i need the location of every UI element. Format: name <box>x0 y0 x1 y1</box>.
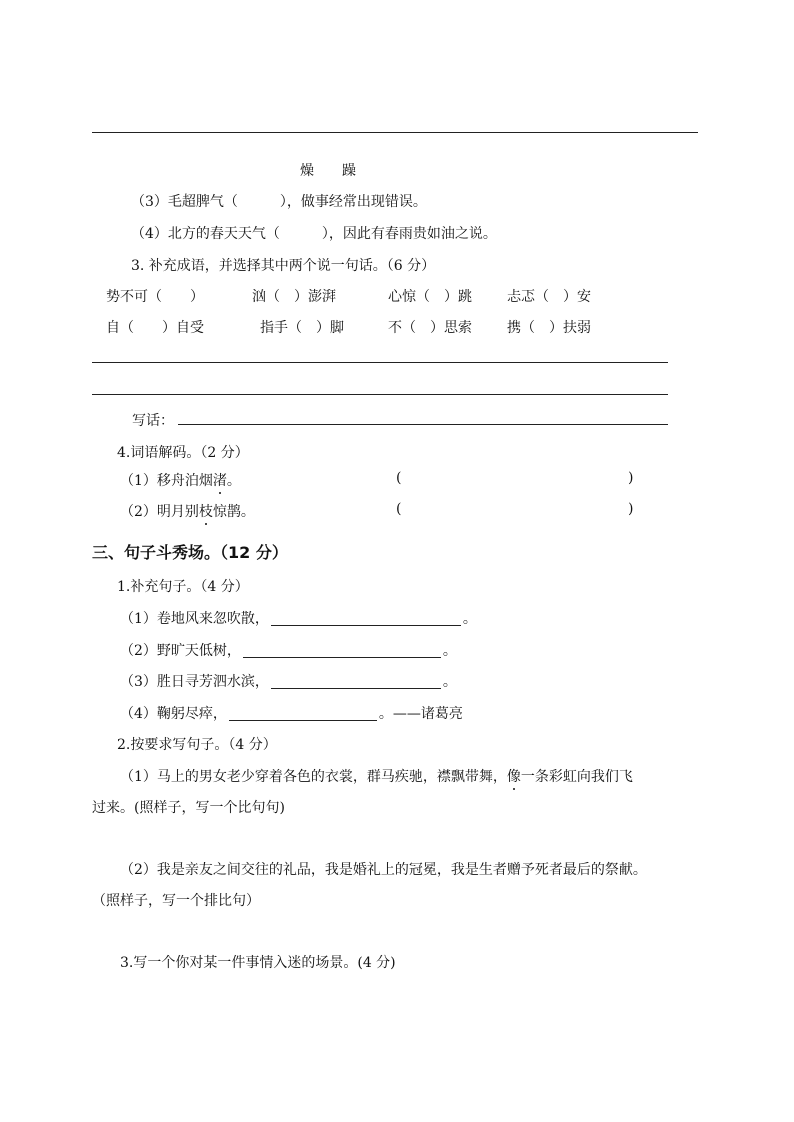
fill-item-2: （2）野旷天低树， 。 <box>120 643 457 659</box>
decode-item-1: （1）移舟泊烟渚。 <box>120 473 241 489</box>
requirement-1-line-1: （1）马上的男女老少穿着各色的衣裳，群马疾驰，襟飘带舞，像一条彩虹向我们飞 <box>120 769 633 785</box>
dotted-char: 像 <box>506 769 521 785</box>
write-answer-line[interactable] <box>178 424 668 425</box>
requirement-2-line-1: （2）我是亲友之间交往的礼品，我是婚礼上的冠冕，我是生者赠予死者最后的祭献。 <box>120 862 647 878</box>
decode-paren-close-2: ) <box>628 501 634 517</box>
idioms-title: 3. 补充成语，并选择其中两个说一句话。（6 分） <box>131 258 436 274</box>
requirement-2-line-2: （照样子，写一个排比句） <box>92 893 260 909</box>
fill-blank[interactable] <box>229 706 377 721</box>
requirement-1-line-2: 过来。(照样子，写一个比句句) <box>92 800 285 816</box>
answer-line-2[interactable] <box>92 394 668 395</box>
question-4: （4）北方的春天天气（ ），因此有春雨贵如油之说。 <box>131 226 497 242</box>
section-3-title: 三、句子斗秀场。（12 分） <box>92 543 288 562</box>
idiom-1: 势不可（ ） <box>106 289 204 305</box>
requirement-title: 2.按要求写句子。（4 分） <box>117 737 277 753</box>
idiom-3: 心惊（ ）跳 <box>388 289 472 305</box>
decode-paren-open-1: ( <box>396 470 402 486</box>
idiom-5: 自（ ）自受 <box>106 320 204 336</box>
dotted-char: 渚 <box>212 473 227 489</box>
fill-blank[interactable] <box>243 643 441 658</box>
idiom-8: 携（ ）扶弱 <box>507 320 591 336</box>
fill-item-4: （4）鞠躬尽瘁， 。——诸葛亮 <box>120 706 463 722</box>
decode-title: 4.词语解码。（2 分） <box>117 445 249 461</box>
write-label: 写话： <box>132 413 174 429</box>
top-rule <box>92 132 698 133</box>
decode-item-2: （2）明月别枝惊鹊。 <box>120 504 255 520</box>
idiom-4: 忐忑（ ）安 <box>507 289 591 305</box>
fill-blank[interactable] <box>271 611 461 626</box>
decode-paren-open-2: ( <box>396 501 402 517</box>
fill-title: 1.补充句子。（4 分） <box>117 579 249 595</box>
decode-paren-close-1: ) <box>628 470 634 486</box>
idiom-6: 指手（ ）脚 <box>260 320 344 336</box>
idiom-7: 不（ ）思索 <box>388 320 472 336</box>
fill-item-1: （1）卷地风来忽吹散， 。 <box>120 611 477 627</box>
scene-title: 3.写一个你对某一件事情入迷的场景。(4 分) <box>120 955 396 971</box>
idiom-2: 汹（ ）澎湃 <box>252 289 336 305</box>
answer-line-1[interactable] <box>92 362 668 363</box>
char-option-zao2: 躁 <box>342 163 356 179</box>
char-option-zao: 燥 <box>300 163 314 179</box>
question-3: （3）毛超脾气（ ），做事经常出现错误。 <box>131 194 427 210</box>
fill-item-3: （3）胜日寻芳泗水滨， 。 <box>120 674 457 690</box>
dotted-char: 枝 <box>198 504 213 520</box>
fill-blank[interactable] <box>271 674 441 689</box>
